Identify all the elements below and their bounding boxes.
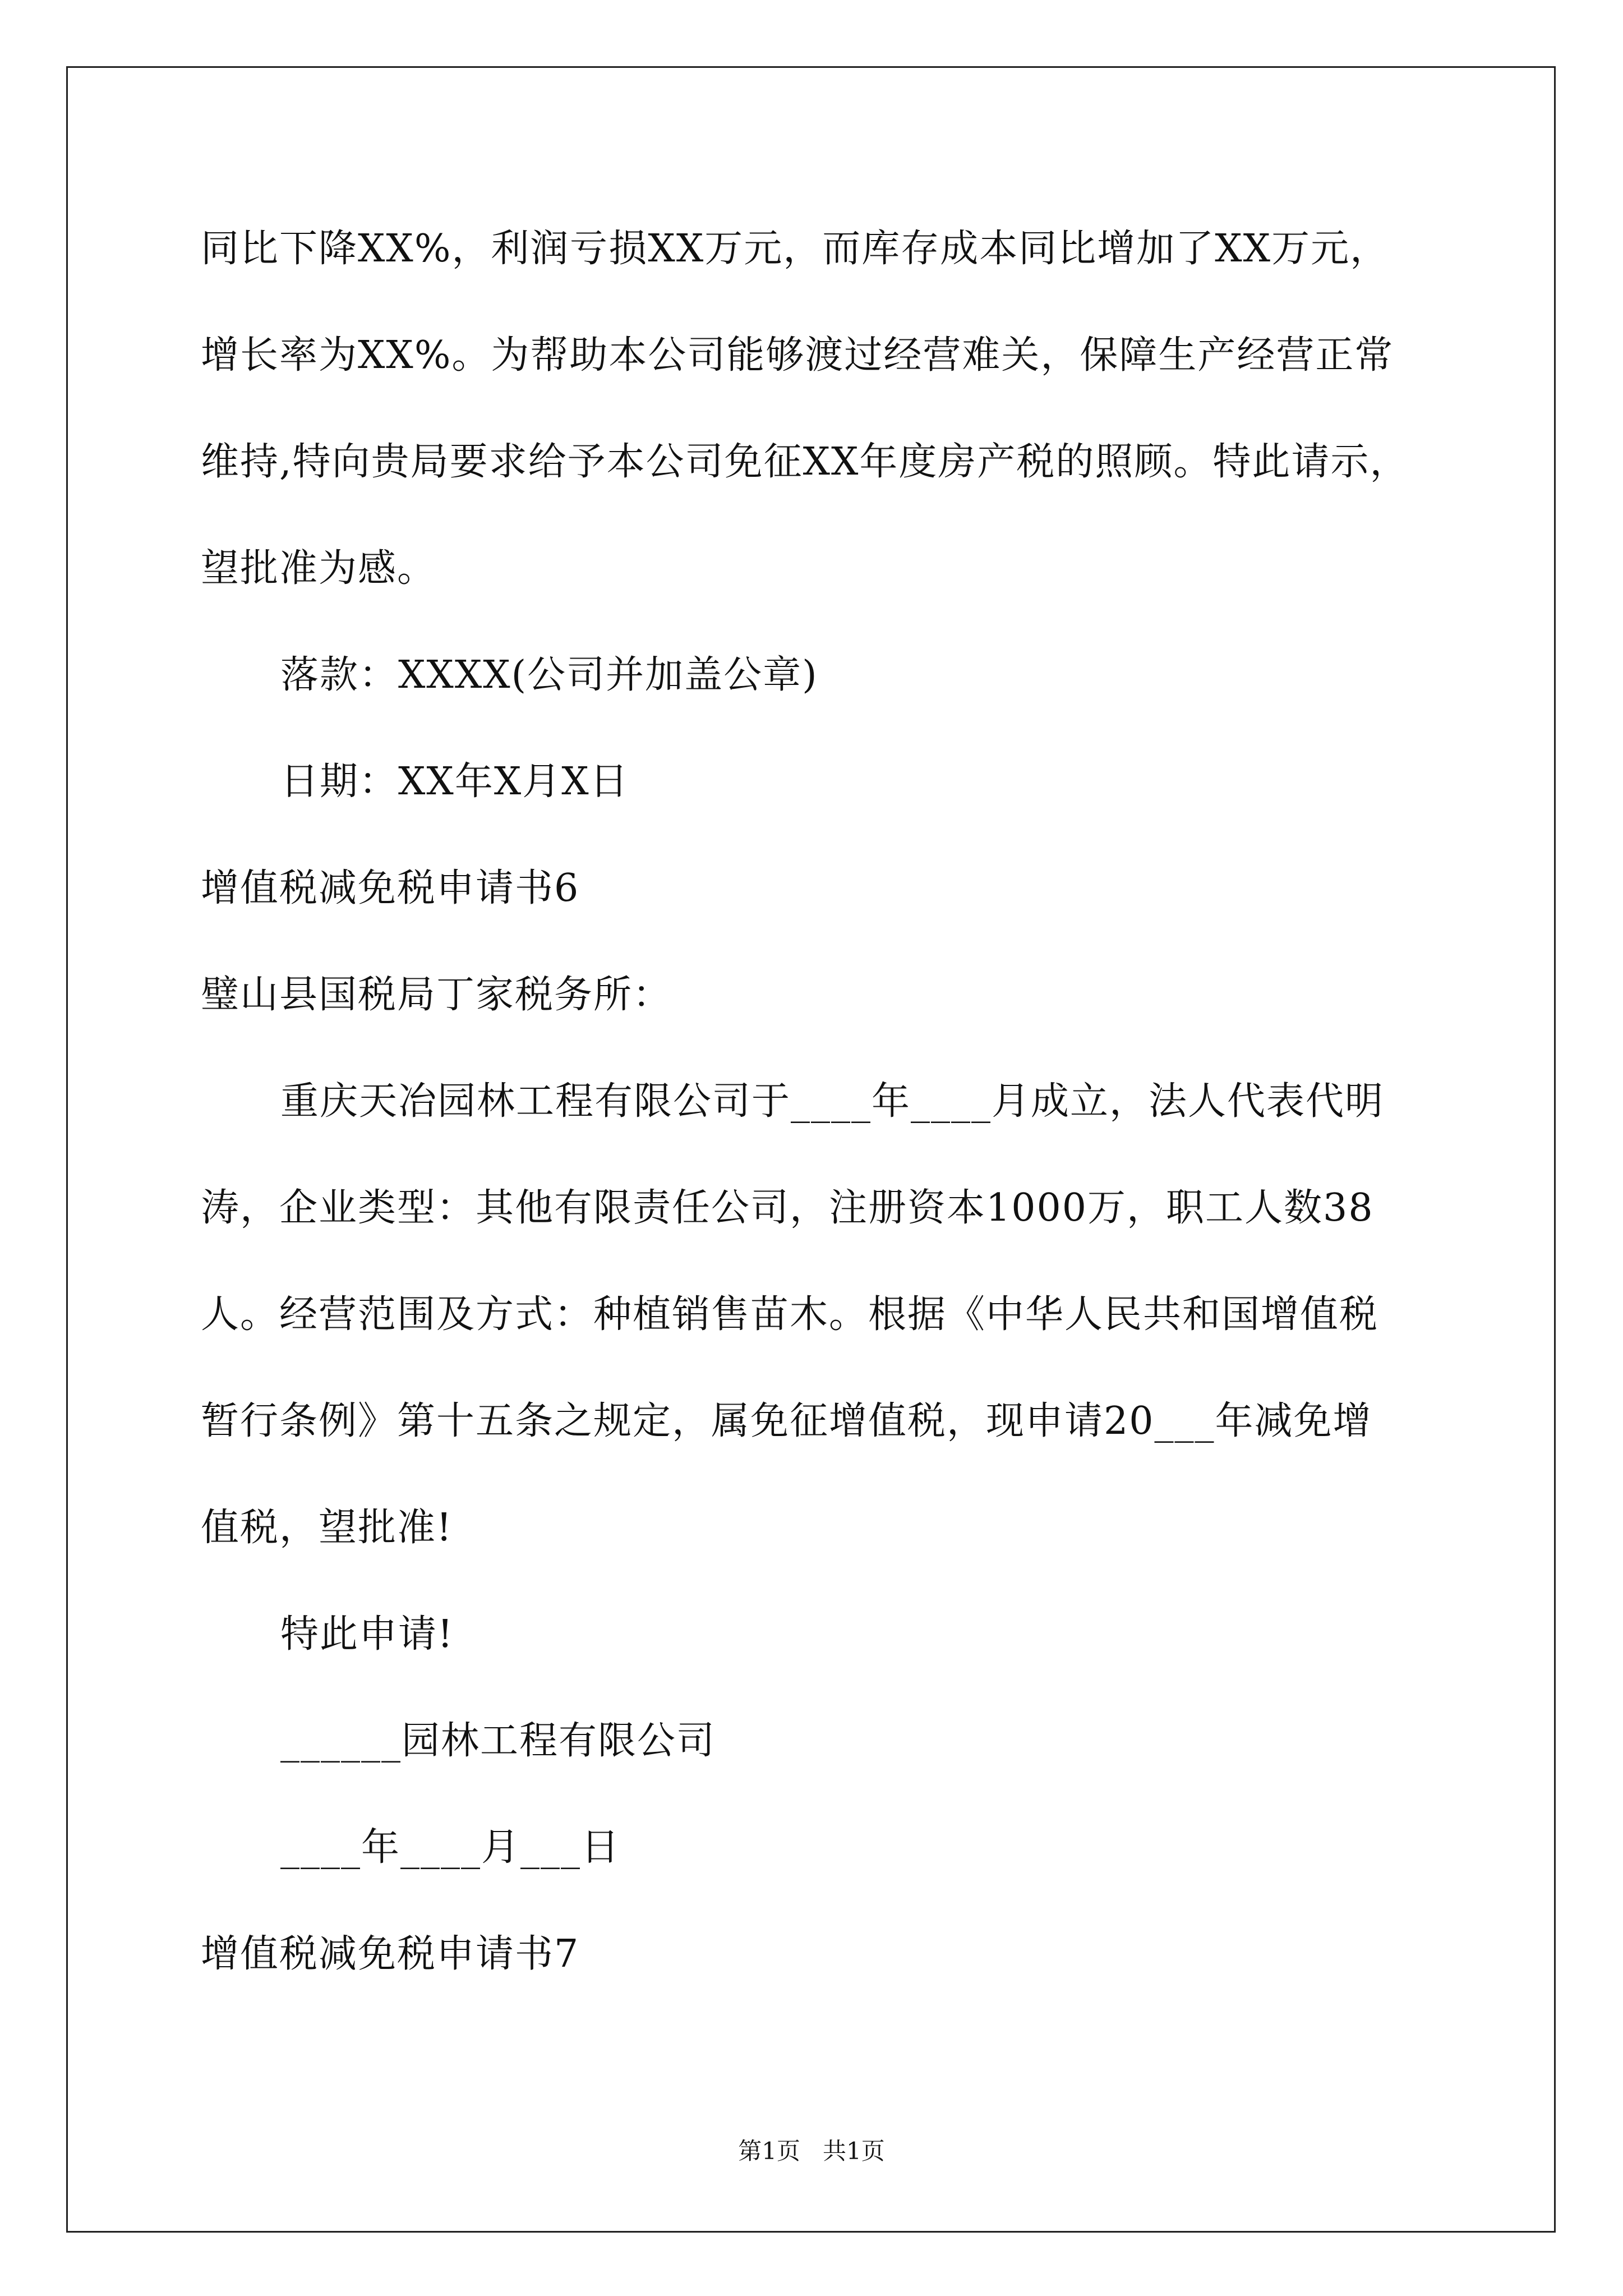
date-line: 日期：XX年X月X日 <box>280 760 629 804</box>
paragraph-line-3: 维持,特向贵局要求给予本公司免征XX年度房产税的照顾。特此请示， <box>201 440 1409 484</box>
body-line-3: 人。经营范围及方式：种植销售苗木。根据《中华人民共和国增值税 <box>201 1292 1379 1337</box>
body-line-4: 暂行条例》第十五条之规定，属免征增值税，现申请20___年减免增 <box>201 1399 1372 1443</box>
body-line-2: 涛，企业类型：其他有限责任公司，注册资本1000万，职工人数38 <box>201 1186 1374 1230</box>
page-number-footer: 第1页 共1页 <box>738 2137 885 2165</box>
paragraph-line-2: 增长率为XX%。为帮助本公司能够渡过经营难关，保障生产经营正常 <box>201 333 1394 378</box>
section-heading-6: 增值税减免税申请书6 <box>201 866 580 910</box>
addressee-line: 璧山县国税局丁家税务所： <box>201 973 672 1017</box>
page-frame <box>66 66 1556 2233</box>
signature-line: 落款：XXXX(公司并加盖公章) <box>280 653 818 697</box>
paragraph-line-4: 望批准为感。 <box>201 546 437 591</box>
company-signature-line: ______园林工程有限公司 <box>280 1719 716 1763</box>
paragraph-line-1: 同比下降XX%，利润亏损XX万元，而库存成本同比增加了XX万元， <box>201 227 1390 271</box>
section-heading-7: 增值税减免税申请书7 <box>201 1932 580 1976</box>
request-line: 特此申请! <box>280 1612 454 1657</box>
body-line-5: 值税，望批准! <box>201 1506 453 1550</box>
body-line-1: 重庆天冶园林工程有限公司于____年____月成立，法人代表代明 <box>280 1079 1385 1124</box>
signature-date-line: ____年____月___日 <box>280 1825 621 1870</box>
